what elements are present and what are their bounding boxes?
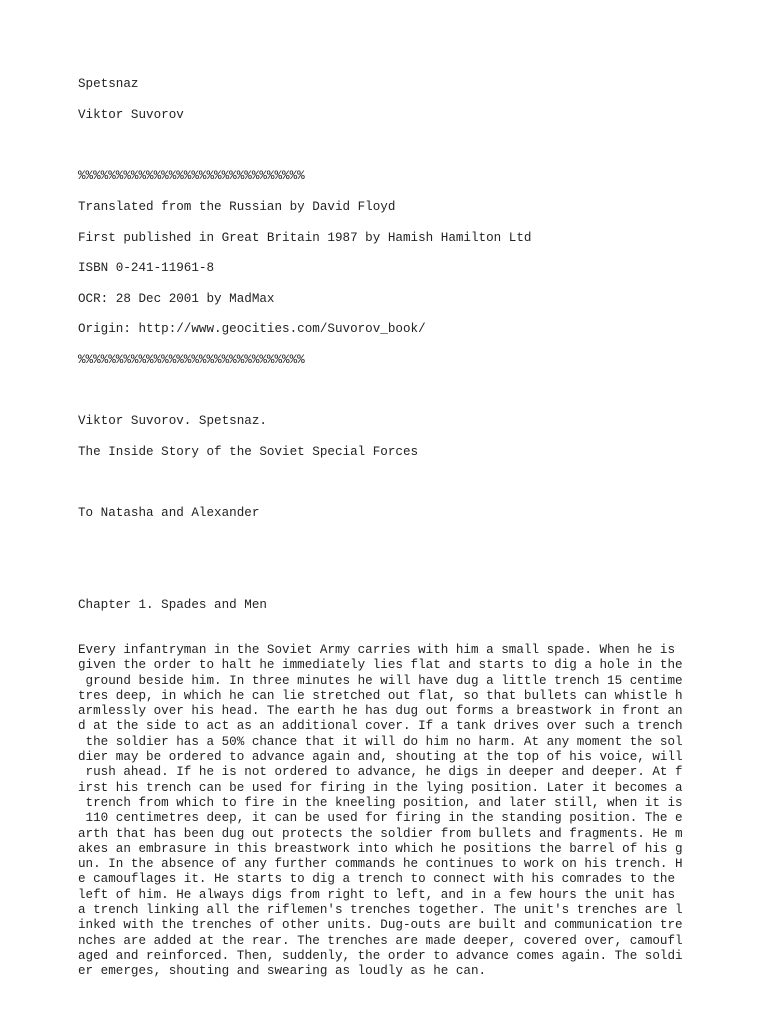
body-line: given the order to halt he immediately lies flat and starts to dig a hole in the — [78, 658, 683, 673]
body-line: inked with the trenches of other units. Dug-outs are built and communication tre — [78, 918, 683, 933]
body-line: 110 centimetres deep, it can be used for firing in the standing position. The e — [78, 811, 683, 826]
body-line: e camouflages it. He starts to dig a trench to connect with his comrades to the — [78, 872, 676, 887]
separator-top: %%%%%%%%%%%%%%%%%%%%%%%%%%%%%% — [78, 169, 305, 183]
book-title: Spetsnaz — [78, 77, 139, 91]
body-line: a trench linking all the riflemen's trenches together. The unit's trenches are l — [78, 903, 683, 918]
isbn-line: ISBN 0-241-11961-8 — [78, 261, 215, 275]
body-line: aged and reinforced. Then, suddenly, the order to advance comes again. The soldi — [78, 948, 683, 963]
body-line: d at the side to act as an additional cover. If a tank drives over such a trench — [78, 719, 683, 734]
ocr-line: OCR: 28 Dec 2001 by MadMax — [78, 292, 275, 306]
translator-line: Translated from the Russian by David Floyd — [78, 200, 396, 214]
separator-bottom: %%%%%%%%%%%%%%%%%%%%%%%%%%%%%% — [78, 353, 305, 367]
body-line: un. In the absence of any further commands he continues to work on his trench. H — [78, 857, 683, 872]
dedication: To Natasha and Alexander — [78, 506, 260, 520]
body-line: nches are added at the rear. The trenches are made deeper, covered over, camoufl — [78, 933, 683, 948]
body-line: er emerges, shouting and swearing as loudly as he can. — [78, 964, 487, 979]
body-line: left of him. He always digs from right to left, and in a few hours the unit has — [78, 887, 676, 902]
body-line: Every infantryman in the Soviet Army carries with him a small spade. When he is — [78, 643, 676, 657]
chapter-body — [78, 643, 683, 980]
body-line: dier may be ordered to advance again and, shouting at the top of his voice, will — [78, 750, 683, 765]
body-line: ground beside him. In three minutes he will have dug a little trench 15 centime — [78, 673, 683, 688]
body-line: tres deep, in which he can lie stretched out flat, so that bullets can whistle h — [78, 688, 683, 703]
body-line: rush ahead. If he is not ordered to advance, he digs in deeper and deeper. At f — [78, 765, 683, 780]
body-line: akes an embrasure in this breastwork into which he positions the barrel of his g — [78, 841, 683, 856]
document-heading: Viktor Suvorov. Spetsnaz. — [78, 414, 267, 428]
chapter-title: Chapter 1. Spades and Men — [78, 598, 267, 612]
body-line: the soldier has a 50% chance that it will do him no harm. At any moment the sol — [78, 734, 683, 749]
origin-line: Origin: http://www.geocities.com/Suvorov_book/ — [78, 322, 426, 336]
body-line: arth that has been dug out protects the soldier from bullets and fragments. He m — [78, 826, 683, 841]
body-line: armlessly over his head. The earth he has dug out forms a breastwork in front an — [78, 704, 683, 719]
publication-line: First published in Great Britain 1987 by Hamish Hamilton Ltd — [78, 231, 532, 245]
body-line: irst his trench can be used for firing in the lying position. Later it becomes a — [78, 780, 683, 795]
body-line: trench from which to fire in the kneeling position, and later still, when it is — [78, 795, 683, 810]
document-subtitle: The Inside Story of the Soviet Special Forces — [78, 445, 419, 459]
book-author: Viktor Suvorov — [78, 108, 184, 122]
